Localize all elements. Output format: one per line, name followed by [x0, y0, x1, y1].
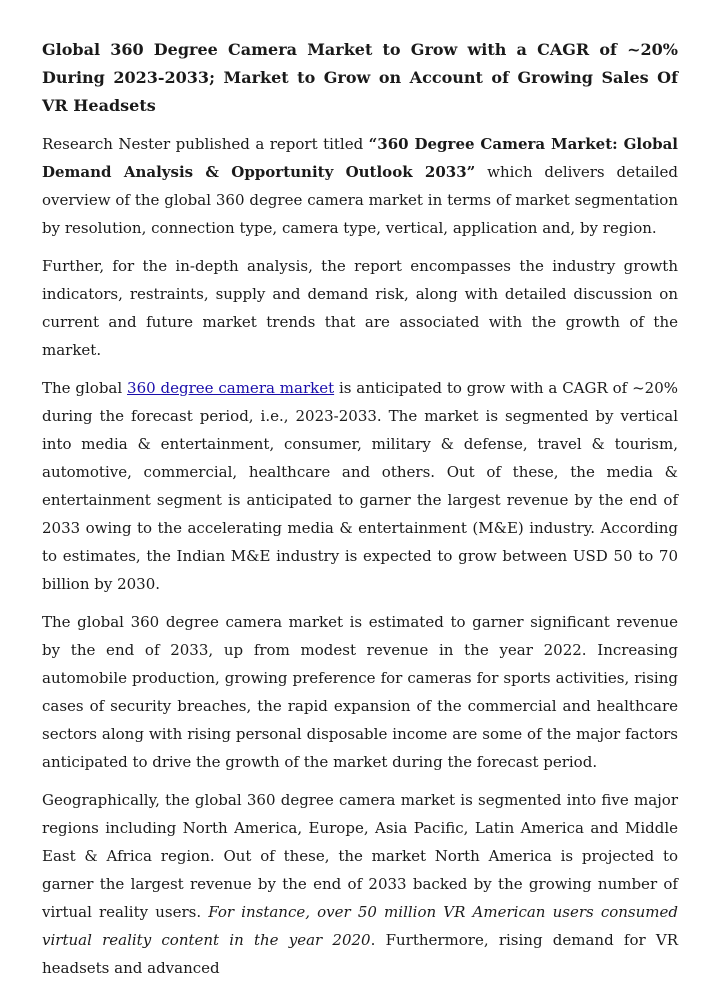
paragraph-geography — [42, 786, 678, 982]
paragraph-intro — [42, 130, 678, 242]
report-title: “360 Degree Camera Market: Global Demand Analysis & Opportunity Outlook 2033” — [42, 135, 678, 181]
page-title: Global 360 Degree Camera Market to Grow with a CAGR of ~20% During 2023-2033; Market to Grow on Account of Growing Sales Of VR Headsets — [42, 40, 678, 115]
paragraph-market-growth — [42, 374, 678, 598]
growth-text-end: is anticipated to grow with a CAGR of ~20% during the forecast period, i.e., 2023-2033. The market is segmented by vertical into media & entertainment, consumer, military & defense, travel & tourism, automotive, commercial, healthcare and others. Out of these, the media & entertainment segment is anticipated to garner the largest revenue by the end of 2033 owing to the accelerating media & entertainment (M&E) industry. According to estimates, the Indian M&E industry is expected to grow between USD 50 to 70 billion by 2030. — [42, 379, 678, 593]
market-link[interactable]: 360 degree camera market — [127, 379, 335, 397]
paragraph-analysis: Further, for the in-depth analysis, the report encompasses the industry growth indicators, restraints, supply and demand risk, along with detailed discussion on current and future market trends that are associated with the growth of the market. — [42, 257, 678, 359]
growth-text-start: The global — [42, 379, 128, 397]
geo-text-start: Geographically, the global 360 degree camera market is segmented into five major regions including North America, Europe, Asia Pacific, Latin America and Middle East & Africa region. Out of these, the market North America is projected to garner the largest revenue by the end of 2033 backed by the growing number of virtual reality users. — [42, 791, 678, 921]
geo-example: For instance, over 50 million VR American users consumed virtual reality content in the year 2020 — [42, 903, 678, 949]
geo-text-end: . Furthermore, rising demand for VR headsets and advanced — [42, 931, 678, 977]
intro-text-start: Research Nester published a report titled — [42, 135, 369, 153]
paragraph-revenue: The global 360 degree camera market is estimated to garner significant revenue by the end of 2033, up from modest revenue in the year 2022. Increasing automobile production, growing preference for cameras for sports activities, rising cases of security breaches, the rapid expansion of the commercial and healthcare sectors along with rising personal disposable income are some of the major factors anticipated to drive the growth of the market during the forecast period. — [42, 613, 678, 771]
intro-text-end: which delivers detailed overview of the global 360 degree camera market in terms of market segmentation by resolution, connection type, camera type, vertical, application and, by region. — [42, 163, 679, 237]
